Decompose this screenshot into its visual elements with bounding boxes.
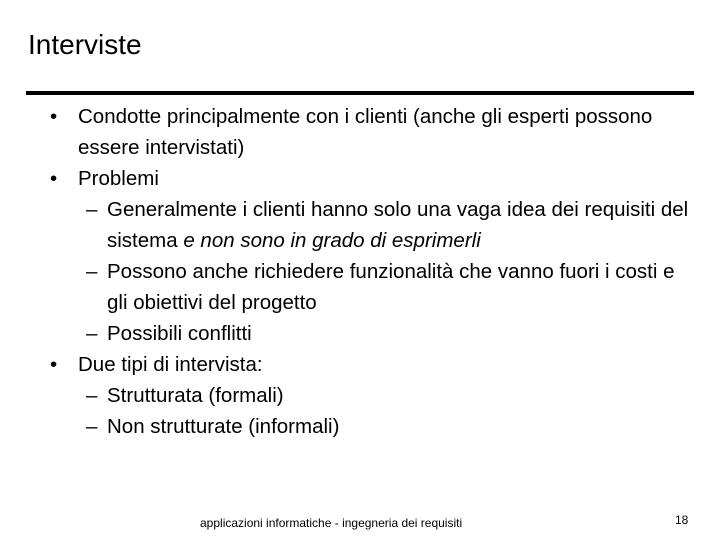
sub-bullet-text: Possibili conflitti [107,322,252,345]
sub-bullet-text: Strutturata (formali) [107,384,284,407]
bullet-text: Condotte principalmente con i clienti (anche gli esperti possono essere intervistati) [78,105,653,159]
bullet-marker: • [50,353,58,376]
dash-marker: – [86,198,98,221]
bullet-item [0,349,690,380]
dash-marker: – [86,260,98,283]
sub-bullet-emphasis: e non sono in grado di esprimerli [183,229,481,252]
bullet-marker: • [50,167,58,190]
page-number: 18 [675,513,689,527]
bullet-text: Problemi [78,167,159,190]
sub-bullet-text: Non strutturate (informali) [107,415,340,438]
sub-bullet-text: Possono anche richiedere funzionalità che vanno fuori i costi e gli obiettivi del progetto [107,260,675,314]
slide-title: Interviste [28,29,142,60]
sub-bullet-item [0,318,689,349]
bullet-marker: • [50,105,58,128]
sub-bullet-item [0,380,689,411]
slide-footer: applicazioni informatiche - ingegneria dei requisiti [200,516,463,530]
dash-marker: – [86,415,98,438]
bullet-item [0,163,690,194]
sub-bullet-item [0,411,689,442]
dash-marker: – [86,384,98,407]
title-divider [26,91,694,95]
dash-marker: – [86,322,98,345]
sub-bullet-text: Generalmente i clienti hanno solo una vaga idea dei requisiti del sistema [107,198,689,252]
slide-content [0,101,720,442]
bullet-item [0,101,690,163]
bullet-text: Due tipi di intervista: [78,353,263,376]
sub-bullet-item [0,194,689,256]
sub-bullet-item [0,256,689,318]
